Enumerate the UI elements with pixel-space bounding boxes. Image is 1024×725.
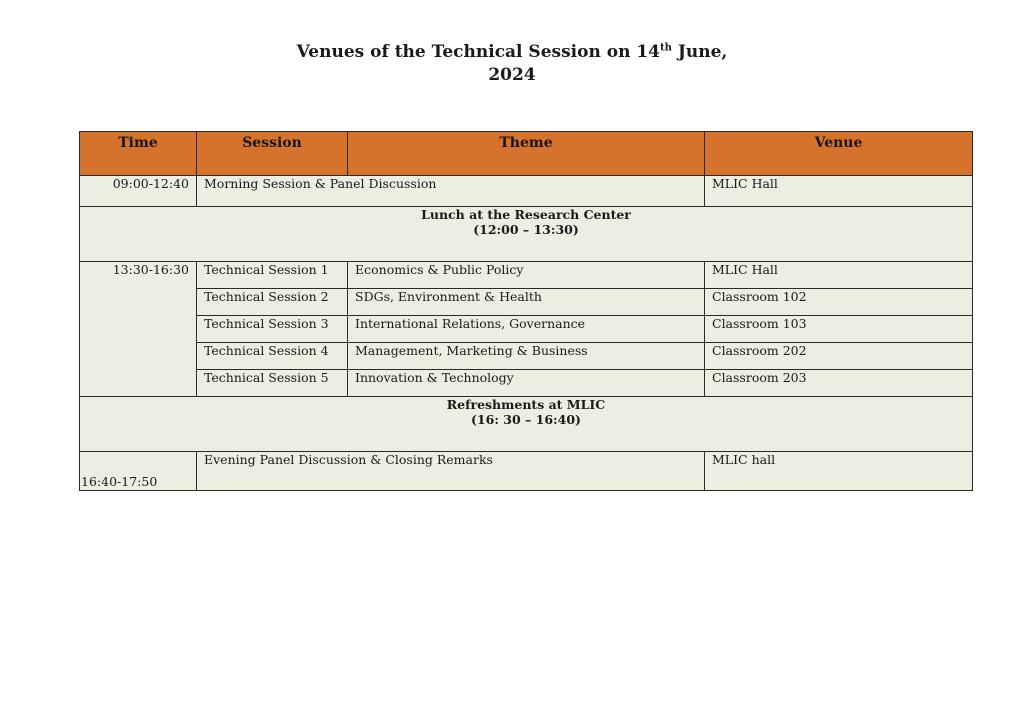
venue-cell: MLIC Hall	[705, 262, 973, 289]
theme-cell: Economics & Public Policy	[348, 262, 705, 289]
theme-cell: Innovation & Technology	[348, 370, 705, 397]
schedule-table	[79, 131, 973, 491]
document-title	[0, 36, 1024, 87]
table-row-refreshments	[80, 397, 973, 452]
morning-venue: MLIC Hall	[705, 176, 973, 207]
session-cell: Technical Session 1	[197, 262, 348, 289]
morning-time: 09:00-12:40	[80, 176, 197, 207]
refreshments-label: Refreshments at MLIC	[446, 397, 606, 412]
theme-cell: Management, Marketing & Business	[348, 343, 705, 370]
refreshments-time: (16: 30 – 16:40)	[471, 412, 581, 427]
header-theme: Theme	[348, 132, 705, 176]
theme-cell: SDGs, Environment & Health	[348, 289, 705, 316]
table-row	[80, 262, 973, 289]
refreshments-cell	[80, 397, 973, 452]
title-line2: 2024	[488, 64, 536, 85]
session-cell: Technical Session 5	[197, 370, 348, 397]
morning-session: Morning Session & Panel Discussion	[197, 176, 705, 207]
evening-session: Evening Panel Discussion & Closing Remarks	[197, 452, 705, 491]
table-row-lunch	[80, 207, 973, 262]
lunch-cell	[80, 207, 973, 262]
header-venue: Venue	[705, 132, 973, 176]
venue-cell: Classroom 102	[705, 289, 973, 316]
session-cell: Technical Session 4	[197, 343, 348, 370]
title-line1: Venues of the Technical Session on 14th June,	[296, 41, 728, 62]
table-row	[80, 370, 973, 397]
table-row	[80, 289, 973, 316]
venue-cell: Classroom 103	[705, 316, 973, 343]
table-row-morning	[80, 176, 973, 207]
session-cell: Technical Session 2	[197, 289, 348, 316]
table-row	[80, 316, 973, 343]
header-time: Time	[80, 132, 197, 176]
lunch-time: (12:00 – 13:30)	[473, 222, 579, 237]
evening-venue: MLIC hall	[705, 452, 973, 491]
lunch-label: Lunch at the Research Center	[421, 207, 631, 222]
theme-cell: International Relations, Governance	[348, 316, 705, 343]
evening-time: 16:40-17:50	[80, 452, 197, 491]
session-cell: Technical Session 3	[197, 316, 348, 343]
title-superscript: th	[660, 42, 672, 53]
table-row	[80, 343, 973, 370]
venue-cell: Classroom 203	[705, 370, 973, 397]
venue-cell: Classroom 202	[705, 343, 973, 370]
technical-time: 13:30-16:30	[80, 262, 197, 397]
header-row	[80, 132, 973, 176]
header-session: Session	[197, 132, 348, 176]
table-row-evening	[80, 452, 973, 491]
